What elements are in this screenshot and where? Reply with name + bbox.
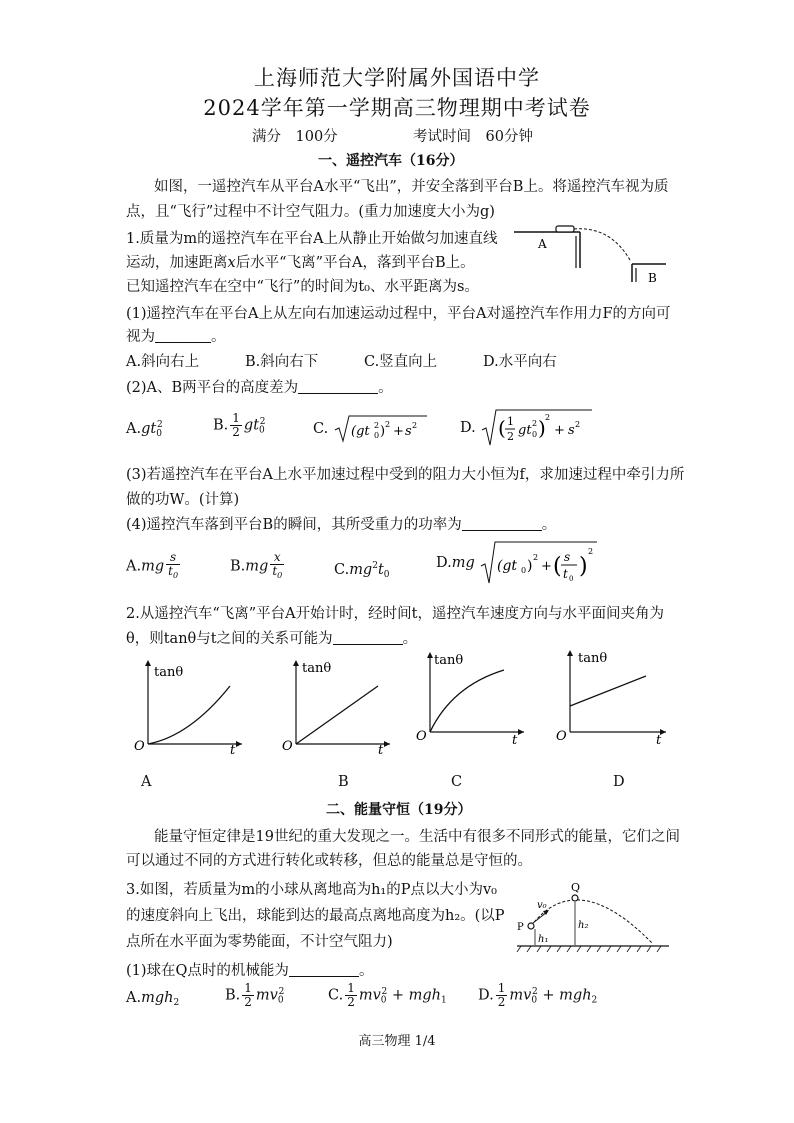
option[interactable]: A.mg $\frac{s}{t_0}$ [126, 550, 179, 580]
option[interactable]: B.斜向右下 [245, 354, 319, 370]
point-q-label: Q [571, 881, 581, 894]
question-text: θ，则tanθ与t之间的关系可能为 。 [126, 631, 418, 647]
option-letter: D. [478, 987, 494, 1004]
graph-d[interactable] [554, 648, 672, 748]
axis-label-y: tanθ [434, 653, 464, 668]
question-text: (1)球在Q点时的机械能为 。 [126, 963, 374, 979]
axis-label-x: t [230, 743, 236, 756]
question-text: 3.如图，若质量为m的小球从离地高为h₁的P点以大小为v₀ [126, 882, 497, 898]
axis-label-y: tanθ [302, 661, 332, 676]
option-letter: C. [334, 562, 350, 578]
svg-text:2: 2 [533, 553, 539, 562]
graph-a[interactable] [130, 656, 248, 756]
svg-text:s: s [568, 423, 575, 438]
option-letter: B. [230, 558, 246, 575]
option[interactable]: D.水平向右 [483, 354, 557, 370]
svg-text:(: ( [498, 416, 507, 440]
school-title: 上海师范大学附属外国语中学 [254, 66, 540, 90]
svg-text:(: ( [553, 554, 562, 579]
option[interactable]: B.mg $\frac{x}{t_0}$ [230, 550, 283, 580]
option[interactable]: B. $\frac{1}{2}$ $mv_0^2$ [225, 981, 285, 1009]
variable-x: x [227, 255, 236, 271]
svg-text:s: s [404, 424, 412, 439]
svg-text:t: t [563, 567, 569, 581]
projectile-figure [513, 876, 673, 958]
question-text: 1.质量为m的遥控汽车在平台A上从静止开始做匀加速直线 [126, 231, 498, 247]
svg-text:0: 0 [569, 575, 574, 583]
question-text: 2.从遥控汽车“飞离”平台A开始计时，经时间t，遥控汽车速度方向与水平面间夹角为 [126, 606, 664, 622]
point-p-label: P [517, 922, 524, 933]
question-text-part: (1)球在Q点时的机械能为 [126, 963, 289, 979]
question-text-part: 视为 [126, 329, 155, 345]
question-text-part: (4)遥控汽车落到平台B的瞬间，其所受重力的功率为 [126, 517, 462, 533]
option[interactable] [313, 414, 429, 444]
option-letter: A. [126, 421, 142, 437]
graph-option-label: C [451, 774, 463, 790]
svg-text:+: + [554, 423, 566, 438]
graph-option-label: D [613, 774, 625, 790]
axis-label-x: t [378, 743, 384, 756]
answer-blank[interactable] [462, 518, 542, 531]
option[interactable]: A.mgh$_2$ [126, 990, 180, 1008]
question-text-part: (3)若遥控汽车在平台A上水平加速过程中受到的阻力大小恒为f，求加速过程中牵引力所 [126, 467, 685, 483]
svg-text:s: s [564, 550, 571, 564]
svg-text:(gt: (gt [350, 424, 370, 439]
svg-text:): ) [527, 558, 533, 574]
axis-label-x: t [656, 733, 662, 748]
question-text [126, 251, 475, 272]
option[interactable]: B. $\frac{1}{2}$ $gt_0^2$ [213, 411, 266, 439]
svg-text:2: 2 [411, 421, 417, 430]
sqrt-formula [479, 540, 599, 586]
svg-text:2: 2 [532, 419, 538, 428]
question-text: 的速度斜向上飞出，球能到达的最高点离地高度为h₂。(以P [126, 908, 505, 924]
height-h2-label: h₂ [578, 920, 589, 931]
svg-text:0: 0 [532, 430, 538, 439]
exam-time: 考试时间 60分钟 [413, 129, 533, 145]
question-text: (1)遥控汽车在平台A上从左向右加速运动过程中，平台A对遥控汽车作用力F的方向可 [126, 306, 671, 322]
axis-label-y: tanθ [578, 651, 608, 666]
question-text: (2)A、B两平台的高度差为 。 [126, 380, 393, 396]
velocity-label: v₀ [537, 900, 547, 911]
option[interactable]: $C.mg^2t_0$ [334, 561, 390, 580]
platform-b-label: B [648, 271, 657, 285]
origin-label: O [282, 739, 293, 754]
question-text-part: θ，则tanθ与t之间的关系可能为 [126, 631, 333, 647]
option[interactable] [460, 408, 594, 448]
svg-text:2: 2 [373, 421, 379, 430]
option[interactable]: C.竖直向上 [364, 354, 438, 370]
svg-text:): ) [579, 554, 588, 579]
option[interactable]: D.mg (gt 0 ) 2 + ( s t 0 ) 2 [436, 540, 599, 586]
option-letter: D. [436, 555, 452, 571]
option-letter: C. [328, 987, 344, 1004]
svg-text:0: 0 [373, 431, 379, 440]
axis-label-x: t [512, 733, 518, 748]
answer-blank[interactable] [289, 964, 359, 977]
svg-text:2: 2 [588, 547, 594, 556]
intro-line: 点，且“飞行”过程中不计空气阻力。(重力加速度大小为g) [126, 204, 495, 220]
answer-blank[interactable] [155, 330, 211, 343]
sqrt-formula [480, 408, 594, 448]
question-text-part: 运动，加速距离 [126, 255, 228, 271]
svg-text:gt: gt [518, 423, 532, 438]
question-text: 视为 。 [126, 329, 226, 345]
svg-text:2: 2 [545, 413, 551, 422]
origin-label: O [134, 739, 145, 754]
page-number: 高三物理 1/4 [358, 1034, 436, 1049]
platform-figure [510, 222, 670, 290]
section-title: 一、遥控汽车（16分） [318, 153, 464, 169]
option-letter: B. [225, 987, 241, 1004]
option-letter: A. [126, 558, 142, 575]
svg-text:2: 2 [575, 420, 581, 429]
graph-c[interactable] [412, 650, 530, 750]
option-letter: C. [313, 421, 329, 437]
option[interactable]: C. $\frac{1}{2}$ $mv_0^2 + mgh_1$ [328, 981, 447, 1009]
full-marks: 满分 100分 [252, 129, 338, 145]
svg-text:1: 1 [507, 415, 515, 428]
graph-option-label: A [141, 774, 152, 790]
platform-a-label: A [538, 237, 547, 251]
option-letter: D. [460, 420, 476, 436]
intro-line: 如图，一遥控汽车从平台A水平“飞出”，并安全落到平台B上。将遥控汽车视为质 [154, 179, 669, 195]
axis-label-y: tanθ [154, 665, 184, 680]
svg-text:+: + [392, 424, 404, 439]
svg-text:): ) [538, 416, 547, 440]
intro-line: 能量守恒定律是19世纪的重大发现之一。生活中有很多不同形式的能量，它们之间 [154, 829, 680, 845]
exam-title: 2024学年第一学期高三物理期中考试卷 [203, 96, 591, 120]
answer-blank[interactable] [333, 632, 403, 645]
question-text-part: (2)A、B两平台的高度差为 [126, 380, 299, 396]
svg-text:): ) [379, 424, 385, 439]
height-h1-label: h₁ [538, 934, 549, 945]
origin-label: O [556, 729, 567, 744]
svg-text:2: 2 [507, 430, 515, 443]
svg-text:0: 0 [521, 566, 527, 575]
answer-blank[interactable] [298, 381, 378, 394]
section-title: 二、能量守恒（19分） [326, 802, 472, 818]
graph-b[interactable] [278, 656, 396, 756]
option-letter: B. [213, 417, 229, 434]
option-letter: A. [126, 990, 142, 1006]
origin-label: O [416, 729, 427, 744]
graph-option-label: B [338, 774, 349, 790]
svg-text:+: + [541, 559, 553, 574]
sqrt-formula [333, 414, 429, 444]
option[interactable]: $A.gt_0^2$ [126, 420, 163, 439]
question-text: 已知遥控汽车在空中“飞行”的时间为t₀、水平距离为s。 [126, 279, 479, 295]
question-text-part: 后水平“飞离”平台A，落到平台B上。 [235, 255, 475, 271]
svg-text:(gt: (gt [497, 558, 518, 574]
intro-line: 可以通过不同的方式进行转化或转移，但总的能量总是守恒的。 [126, 853, 532, 869]
option[interactable]: A.斜向右上 [126, 354, 200, 370]
option[interactable]: D. $\frac{1}{2}$ $mv_0^2 + mgh_2$ [478, 981, 598, 1009]
question-text: (4)遥控汽车落到平台B的瞬间，其所受重力的功率为 。 [126, 517, 557, 533]
question-text: 点所在水平面为零势能面，不计空气阻力) [126, 934, 393, 950]
question-text [126, 463, 684, 484]
svg-text:2: 2 [384, 420, 390, 429]
question-text: 做的功W。(计算) [126, 492, 240, 508]
